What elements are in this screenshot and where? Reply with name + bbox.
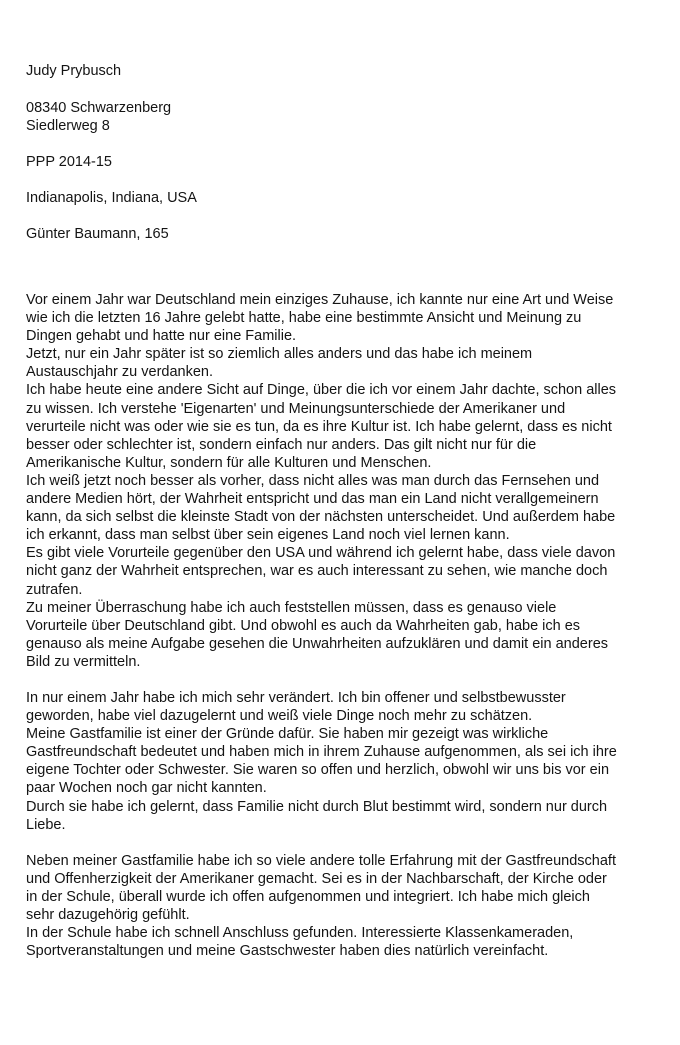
text-line: Durch sie habe ich gelernt, dass Familie nicht durch Blut bestimmt wird, sondern nur durch	[26, 798, 608, 815]
text-line: besser oder schlechter ist, sondern einfach nur anders. Das gilt nicht nur für die	[26, 436, 537, 453]
text-line: nicht ganz der Wahrheit entsprechen, war es auch interessant zu sehen, wie manche doch	[26, 563, 608, 580]
paragraph-gap	[26, 671, 676, 689]
letter-body	[26, 291, 676, 960]
text-line: In der Schule habe ich schnell Anschluss gefunden. Interessierte Klassenkameraden,	[26, 925, 574, 942]
text-line: Sportveranstaltungen und meine Gastschwester haben dies natürlich vereinfacht.	[26, 943, 549, 960]
text-line: Amerikanische Kultur, sondern für alle Kulturen und Menschen.	[26, 454, 432, 471]
text-line: zu wissen. Ich verstehe 'Eigenarten' und Meinungsunterschiede der Amerikaner und	[26, 400, 566, 417]
host-location: Indianapolis, Indiana, USA	[26, 190, 197, 206]
text-line: eigene Tochter oder Schwester. Sie waren so offen und herzlich, obwohl wir uns bis vor ein	[26, 762, 610, 779]
paragraph-gap	[26, 834, 676, 852]
text-line: Ich weiß jetzt noch besser als vorher, dass nicht alles was man durch das Fernsehen und	[26, 472, 600, 489]
text-line: genauso als meine Aufgabe gesehen die Unwahrheiten aufzuklären und damit ein anderes	[26, 635, 609, 652]
text-line: Jetzt, nur ein Jahr später ist so ziemlich alles anders und das habe ich meinem	[26, 346, 533, 363]
text-line: andere Medien hört, der Wahrheit entspricht und das man ein Land nicht verallgemeinern	[26, 491, 599, 508]
paragraph	[26, 852, 676, 961]
sender-street: Siedlerweg 8	[26, 118, 110, 134]
text-line: In nur einem Jahr habe ich mich sehr verändert. Ich bin offener und selbstbewusster	[26, 689, 566, 706]
text-line: paar Wochen noch gar nicht kannten.	[26, 780, 267, 797]
sender-name: Judy Prybusch	[26, 63, 122, 79]
text-line: geworden, habe viel dazugelernt und weiß viele Dinge noch mehr zu schätzen.	[26, 708, 533, 725]
text-line: zutrafen.	[26, 581, 83, 598]
text-line: verurteile nicht was oder wie sie es tun, da es ihre Kultur ist. Ich habe gelernt, dass es nicht	[26, 418, 612, 435]
paragraph	[26, 689, 676, 834]
text-line: und Offenherzigkeit der Amerikaner gemacht. Sei es in der Nachbarschaft, der Kirche oder	[26, 870, 607, 887]
text-line: Neben meiner Gastfamilie habe ich so viele andere tolle Erfahrung mit der Gastfreundschaft	[26, 852, 616, 869]
text-line: Zu meiner Überraschung habe ich auch feststellen müssen, dass es genauso viele	[26, 599, 557, 616]
text-line: Meine Gastfamilie ist einer der Gründe dafür. Sie haben mir gezeigt was wirkliche	[26, 726, 549, 743]
text-line: Ich habe heute eine andere Sicht auf Dinge, über die ich vor einem Jahr dachte, schon alles	[26, 382, 617, 399]
text-line: Vor einem Jahr war Deutschland mein einziges Zuhause, ich kannte nur eine Art und Weise	[26, 292, 614, 308]
text-line: Dingen gehabt und hatte nur eine Familie.	[26, 328, 297, 345]
text-line: Austauschjahr zu verdanken.	[26, 364, 213, 381]
text-line: Bild zu vermitteln.	[26, 653, 141, 670]
text-line: sehr dazugehörig gefühlt.	[26, 907, 190, 923]
text-line: in der Schule, überall wurde ich offen aufgenommen und integriert. Ich habe mich gleich	[26, 888, 590, 905]
text-line: Gastfreundschaft bedeutet und haben mich in ihrem Zuhause aufgenommen, als sei ich ihre	[26, 744, 617, 761]
sponsor-name: Günter Baumann, 165	[26, 226, 169, 242]
text-line: ich erkannt, dass man selbst über sein eigenes Land noch viel lernen kann.	[26, 527, 510, 544]
text-line: Vorurteile über Deutschland gibt. Und obwohl es auch da Wahrheiten gab, habe ich es	[26, 617, 581, 634]
sender-postal-city: 08340 Schwarzenberg	[26, 100, 172, 116]
text-line: kann, da sich selbst die kleinste Stadt von der nächsten unterscheidet. Und außerdem habe	[26, 509, 616, 526]
letter-header	[26, 62, 656, 243]
paragraph	[26, 291, 676, 671]
text-line: wie ich die letzten 16 Jahre gelebt hatte, habe eine bestimmte Ansicht und Meinung zu	[26, 310, 582, 327]
text-line: Es gibt viele Vorurteile gegenüber den USA und während ich gelernt habe, dass viele davon	[26, 545, 616, 562]
program-year: PPP 2014-15	[26, 154, 112, 170]
text-line: Liebe.	[26, 816, 66, 833]
